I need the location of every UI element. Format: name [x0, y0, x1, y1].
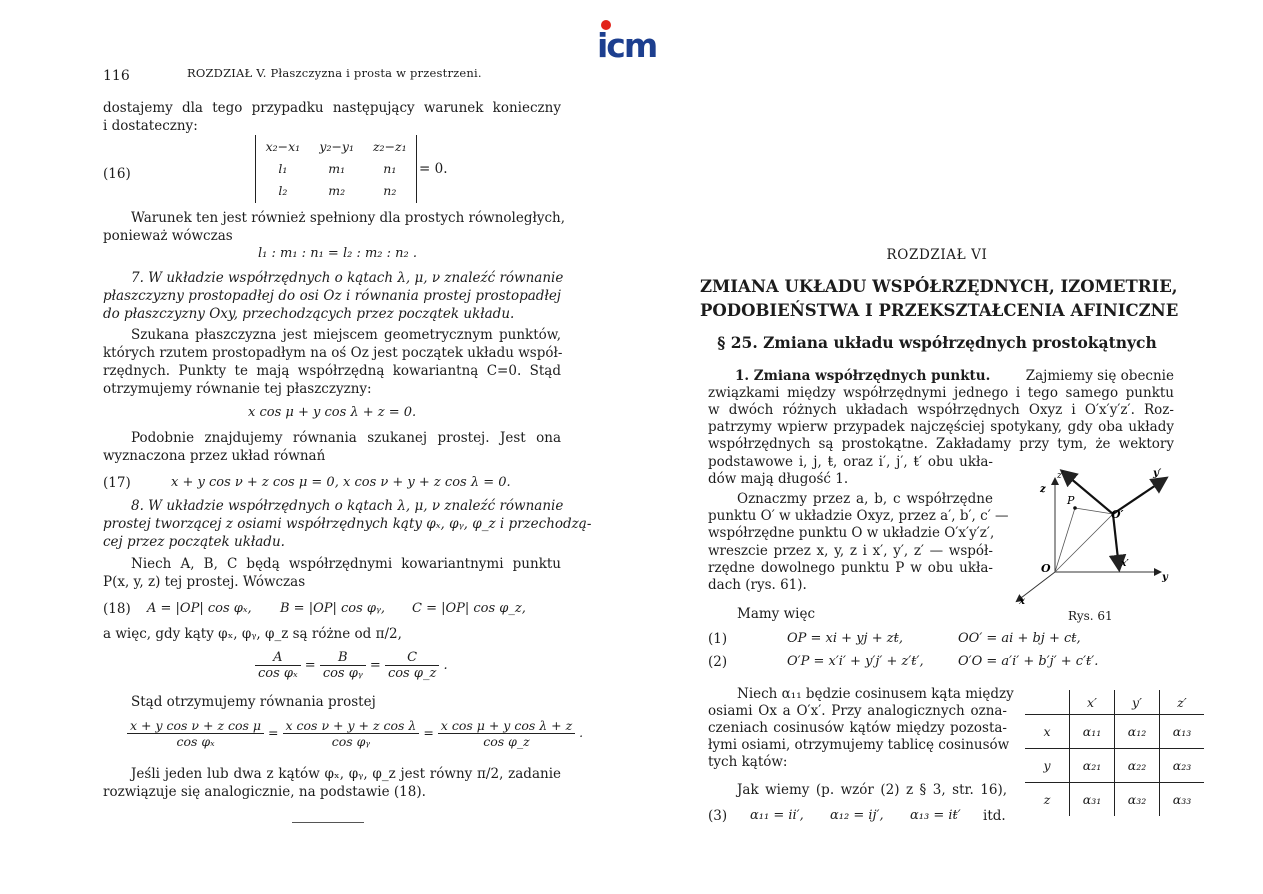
period: .	[579, 725, 584, 740]
equation: O′P = x′i′ + y′j′ + z′ŧ′,	[787, 654, 924, 669]
label-O: O	[1041, 562, 1051, 575]
paragraph-line: Niech A, B, C będą współrzędnymi kowariantnymi punktu	[131, 556, 561, 572]
figure-caption: Rys. 61	[1068, 609, 1113, 623]
label-y: y	[1162, 572, 1168, 583]
paragraph-line: związkami między współrzędnymi jednego i tego samego punktu	[708, 385, 1174, 401]
table-cell: α₁₃	[1160, 715, 1205, 749]
table-cell: α₃₂	[1115, 783, 1160, 817]
label-O-prime: O′	[1111, 508, 1124, 521]
paragraph-line: rozwiązuje się analogicznie, na podstawie (18).	[103, 784, 426, 800]
running-head: ROZDZIAŁ V. Płaszczyzna i prosta w przestrzeni.	[187, 66, 482, 80]
paragraph-line: rzędne dowolnego punktu P w obu ukła-	[708, 560, 993, 576]
denominator: cos φ_z	[483, 734, 530, 749]
logo-text: icm	[597, 26, 657, 65]
paragraph-line: Jeśli jeden lub dwa z kątów φₓ, φᵧ, φ_z jest równy π/2, zadanie	[131, 766, 561, 782]
equation-label: (17)	[103, 475, 131, 491]
fraction	[127, 718, 264, 749]
det-cell: z₂−z₁	[372, 138, 407, 154]
numerator: x + y cos ν + z cos μ	[127, 718, 264, 734]
problem-line: płaszczyzny prostopadłej do osi Oz i równania prostej prostopadłej	[103, 288, 561, 304]
section-title: § 25. Zmiana układu współrzędnych prostokątnych	[717, 333, 1157, 352]
table-cell: α₃₃	[1160, 783, 1205, 817]
equation: l₁ : m₁ : n₁ = l₂ : m₂ : n₂ .	[258, 246, 417, 261]
table-cell: α₁₁	[1070, 715, 1115, 749]
label-x-prime: x′	[1121, 559, 1129, 569]
fraction	[438, 718, 575, 749]
denominator: cos φₓ	[176, 734, 215, 749]
equation: OP = xi + yj + zŧ,	[787, 631, 903, 646]
paragraph-line: P(x, y, z) tej prostej. Wówczas	[103, 574, 306, 590]
paragraph-line: dach (rys. 61).	[708, 577, 807, 593]
table-cell: α₂₃	[1160, 749, 1205, 783]
equation-label: (3)	[708, 808, 728, 824]
chapter-label: ROZDZIAŁ VI	[886, 247, 988, 263]
det-cell: l₂	[278, 182, 288, 198]
paragraph-line: a więc, gdy kąty φₓ, φᵧ, φ_z są różne od π/2,	[103, 626, 402, 642]
paragraph-line: wreszcie przez x, y, z i x′, y′, z′ — współ-	[708, 543, 993, 559]
paragraph-line: ponieważ wówczas	[103, 228, 233, 244]
det-cell: n₁	[383, 160, 397, 176]
paragraph-line: Warunek ten jest również spełniony dla prostych równoległych,	[131, 210, 566, 226]
equation-rhs: = 0.	[419, 161, 448, 177]
equation-suffix: itd.	[983, 808, 1006, 824]
equals-sign: =	[268, 725, 279, 740]
equals-sign: =	[369, 658, 381, 673]
paragraph-line: Jak wiemy (p. wzór (2) z § 3, str. 16),	[737, 782, 1007, 798]
table-row	[1025, 749, 1204, 783]
equation: A = |OP| cos φₓ,	[147, 601, 252, 616]
fraction	[283, 718, 420, 749]
table-cell: z	[1025, 783, 1070, 817]
determinant	[255, 135, 417, 203]
determinant-grid	[256, 135, 416, 201]
table-row	[1025, 783, 1204, 817]
denominator: cos φᵧ	[322, 666, 363, 681]
table-cell: α₃₁	[1070, 783, 1115, 817]
equation: B = |OP| cos φᵧ,	[280, 601, 386, 616]
det-cell: m₁	[328, 160, 346, 176]
fraction	[385, 650, 439, 681]
equation: α₁₁ = ii′,	[750, 808, 804, 823]
equation-fractions	[255, 650, 448, 681]
chapter-title-line: ZMIANA UKŁADU WSPÓŁRZĘDNYCH, IZOMETRIE,	[700, 277, 1178, 296]
equation: x + y cos ν + z cos μ = 0,	[171, 475, 339, 490]
numerator: x cos ν + y + z cos λ	[283, 718, 420, 734]
denominator: cos φ_z	[387, 666, 437, 681]
paragraph-line: osiami Ox a O′x′. Przy analogicznych ozna-	[708, 703, 1007, 719]
table-cell	[1025, 690, 1070, 715]
paragraph-line: tych kątów:	[708, 754, 788, 770]
equals-sign: =	[304, 658, 316, 673]
problem-line: do płaszczyzny Oxy, przechodzących przez początek układu.	[103, 306, 515, 322]
equation: O′O = a′i′ + b′j′ + c′ŧ′.	[958, 654, 1099, 669]
paragraph-line: w dwóch różnych układach współrzędnych Oxyz i O′x′y′z′. Roz-	[708, 402, 1174, 418]
numerator: A	[255, 650, 301, 666]
paragraph-line: Mamy więc	[737, 606, 816, 622]
paragraph-line: i dostateczny:	[103, 118, 198, 134]
label-P: P	[1067, 494, 1075, 507]
label-z-prime: z′	[1057, 471, 1064, 481]
paragraph-line	[735, 368, 1174, 386]
paragraph-line: wyznaczona przez układ równań	[103, 448, 326, 464]
numerator: x cos μ + y cos λ + z	[438, 718, 575, 734]
denominator: cos φᵧ	[331, 734, 371, 749]
table-cell: z′	[1160, 690, 1205, 715]
numerator: B	[320, 650, 366, 666]
chapter-title-line: PODOBIEŃSTWA I PRZEKSZTAŁCENIA AFINICZNE	[700, 301, 1179, 320]
problem-line: cej przez początek układu.	[103, 534, 285, 550]
paragraph-line: patrzymy wpierw przypadek najczęściej spotykany, gdy oba układy	[708, 419, 1174, 435]
table-cell: α₂₁	[1070, 749, 1115, 783]
paragraph-line: Podobnie znajdujemy równania szukanej prostej. Jest ona	[131, 430, 561, 446]
paragraph-line: dostajemy dla tego przypadku następujący warunek konieczny	[103, 100, 561, 116]
paragraph-text: Zajmiemy się obecnie	[1025, 368, 1174, 384]
det-cell: m₂	[328, 182, 346, 198]
cosine-table	[1025, 690, 1204, 816]
paragraph-line: podstawowe i, j, ŧ, oraz i′, j′, ŧ′ obu ukła-	[708, 454, 993, 470]
equation: x cos ν + y + z cos λ = 0.	[343, 475, 511, 490]
det-cell: l₁	[278, 160, 288, 176]
paragraph-line: dów mają długość 1.	[708, 471, 849, 487]
paragraph-line: Stąd otrzymujemy równania prostej	[131, 694, 376, 710]
det-cell: y₂−y₁	[319, 138, 355, 154]
table-cell: y	[1025, 749, 1070, 783]
paragraph-line: współrzędne punktu O w układzie O′x′y′z′,	[708, 525, 995, 541]
page-number: 116	[103, 68, 130, 84]
equation: α₁₂ = ij′,	[830, 808, 884, 823]
table-cell: α₁₂	[1115, 715, 1160, 749]
paragraph-line: których rzutem prostopadłym na oś Oz jest początek układu współ-	[103, 345, 563, 361]
denominator: cos φₓ	[258, 666, 298, 681]
table-row	[1025, 715, 1204, 749]
label-y-prime: y′	[1153, 468, 1162, 479]
paragraph-line: Szukana płaszczyzna jest miejscem geometrycznym punktów,	[131, 327, 561, 343]
figure-rys-61	[1005, 464, 1180, 609]
subsection-head: 1. Zmiana współrzędnych punktu.	[735, 368, 991, 384]
label-z: z	[1040, 484, 1046, 495]
table-cell: y′	[1115, 690, 1160, 715]
equation: OO′ = ai + bj + cŧ,	[958, 631, 1081, 646]
table-cell: x	[1025, 715, 1070, 749]
closing-rule	[292, 822, 364, 823]
paragraph-line: Niech α₁₁ będzie cosinusem kąta między	[737, 686, 1014, 702]
equation: x cos μ + y cos λ + z = 0.	[248, 405, 417, 420]
label-x: x	[1019, 596, 1025, 607]
problem-line: 7. W układzie współrzędnych o kątach λ, μ, ν znaleźć równanie	[131, 270, 564, 286]
problem-line: 8. W układzie współrzędnych o kątach λ, μ, ν znaleźć równanie	[131, 498, 564, 514]
problem-line: prostej tworzącej z osiami współrzędnych kąty φₓ, φᵧ, φ_z i przechodzą-	[103, 516, 592, 532]
det-cell: x₂−x₁	[265, 138, 301, 154]
table-header-row	[1025, 690, 1204, 715]
equation: C = |OP| cos φ_z,	[412, 601, 526, 616]
equals-sign: =	[423, 725, 434, 740]
equation-label: (1)	[708, 631, 728, 647]
paragraph-line: łymi osiami, otrzymujemy tablicę cosinusów	[708, 737, 1010, 753]
equation: α₁₃ = iŧ′	[910, 808, 961, 823]
paragraph-line: współrzędnych są prostokątne. Zakładamy przy tym, że wektory	[708, 436, 1174, 452]
equation-label: (18)	[103, 601, 131, 617]
period: .	[443, 658, 448, 673]
table-cell: α₂₂	[1115, 749, 1160, 783]
numerator: C	[385, 650, 439, 666]
paragraph-line: otrzymujemy równanie tej płaszczyzny:	[103, 381, 372, 397]
paragraph-line: rzędnych. Punkty te mają współrzędną kowariantną C=0. Stąd	[103, 363, 561, 379]
equation-label: (2)	[708, 654, 728, 670]
det-cell: n₂	[383, 182, 397, 198]
equation-fractions	[127, 718, 583, 749]
paragraph-line: czeniach cosinusów kątów między pozosta-	[708, 720, 1007, 736]
equation-label: (16)	[103, 166, 131, 182]
axis-z-prime	[1063, 472, 1113, 514]
paragraph-line: Oznaczmy przez a, b, c współrzędne	[737, 491, 993, 507]
paragraph-line: punktu O′ w układzie Oxyz, przez a′, b′, c′ —	[708, 508, 1009, 524]
table-cell: x′	[1070, 690, 1115, 715]
axis-x-prime	[1113, 514, 1119, 568]
fraction	[255, 650, 301, 681]
fraction	[320, 650, 366, 681]
left-page	[0, 0, 600, 894]
